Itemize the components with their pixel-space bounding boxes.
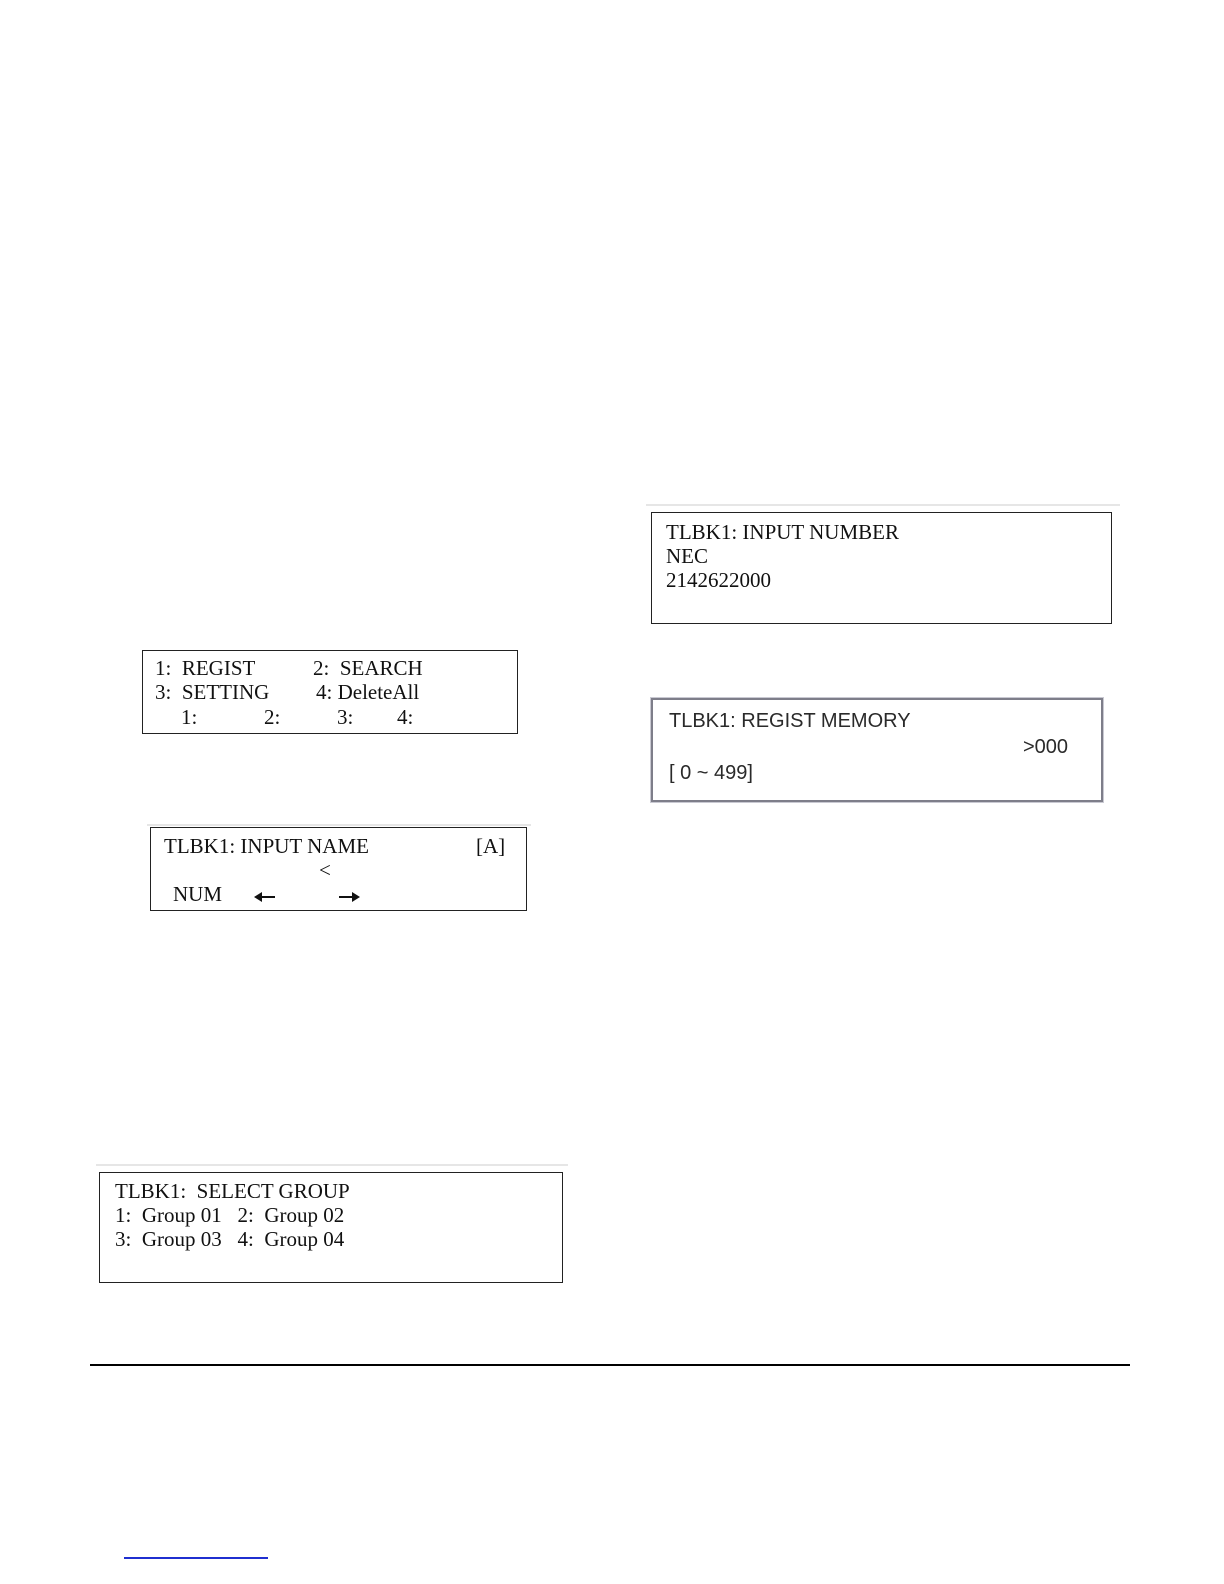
select-group-shadow — [96, 1164, 568, 1166]
footer-link[interactable] — [124, 1557, 268, 1559]
regist-memory-title: TLBK1: REGIST MEMORY — [669, 710, 911, 732]
input-name-title: TLBK1: INPUT NAME — [164, 834, 369, 858]
input-name-shadow — [147, 824, 531, 826]
select-group-display — [99, 1172, 563, 1283]
entry-name: NEC — [666, 544, 708, 568]
input-cursor: < — [319, 858, 331, 882]
select-group-title: TLBK1: SELECT GROUP — [115, 1179, 350, 1203]
left-arrow-icon[interactable] — [253, 890, 277, 904]
input-number-title: TLBK1: INPUT NUMBER — [666, 520, 899, 544]
input-number-display — [651, 512, 1112, 624]
memory-location-value[interactable]: >000 — [1023, 736, 1069, 758]
menu-item-regist[interactable]: 1: REGIST — [155, 656, 256, 680]
num-soft-key[interactable]: NUM — [173, 882, 223, 906]
right-arrow-icon[interactable] — [337, 890, 361, 904]
menu-item-delete-all[interactable]: 4: DeleteAll — [316, 680, 420, 704]
regist-memory-display — [651, 698, 1103, 802]
footer-rule — [90, 1364, 1130, 1366]
main-menu-display — [142, 650, 518, 734]
menu-item-setting[interactable]: 3: SETTING — [155, 680, 270, 704]
group-options-row-2[interactable]: 3: Group 03 4: Group 04 — [115, 1227, 345, 1251]
entry-number: 2142622000 — [666, 568, 771, 592]
input-name-display — [150, 827, 527, 911]
soft-key-3[interactable]: 3: — [337, 705, 354, 729]
menu-item-search[interactable]: 2: SEARCH — [313, 656, 423, 680]
input-number-shadow — [646, 504, 1120, 506]
soft-key-2[interactable]: 2: — [264, 705, 281, 729]
character-mode: [A] — [476, 834, 506, 858]
soft-key-1[interactable]: 1: — [181, 705, 198, 729]
group-options-row-1[interactable]: 1: Group 01 2: Group 02 — [115, 1203, 345, 1227]
soft-key-4[interactable]: 4: — [397, 705, 414, 729]
memory-range: [ 0 ~ 499] — [669, 762, 753, 784]
